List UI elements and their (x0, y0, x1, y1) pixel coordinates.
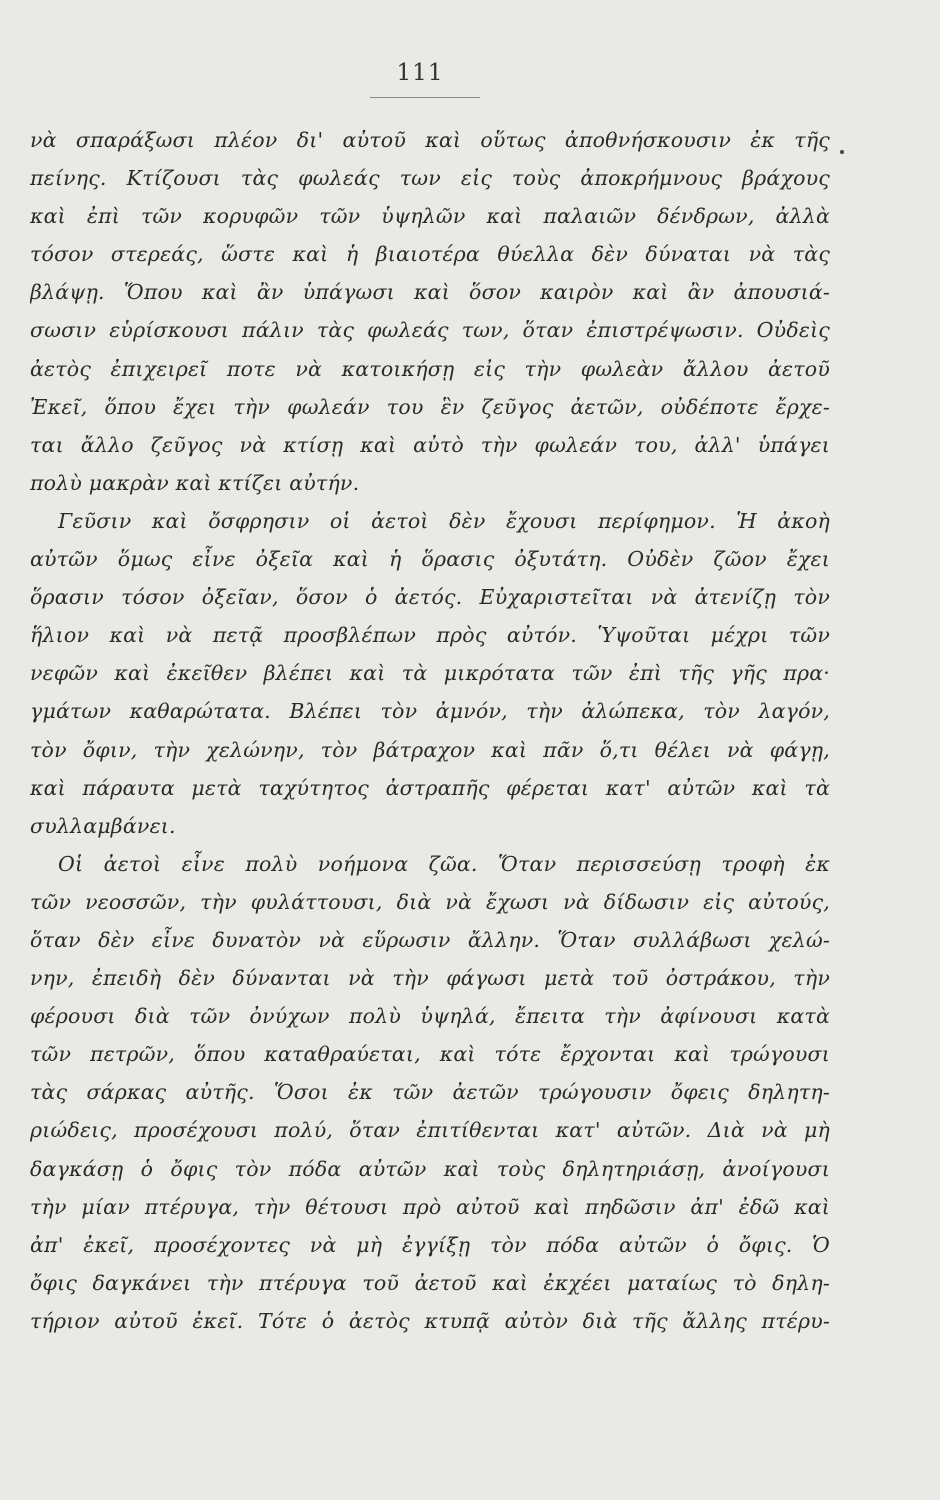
text-line: δαγκάσῃ ὁ ὄφις τὸν πόδα αὐτῶν καὶ τοὺς δηλητηριάσῃ, ἀνοίγουσι (30, 1156, 830, 1181)
page-number: 111 (396, 60, 444, 86)
text-line: νεφῶν καὶ ἐκεῖθεν βλέπει καὶ τὰ μικρότατα τῶν ἐπὶ τῆς γῆς πρα· (30, 661, 830, 686)
text-line: συλλαμβάνει. (30, 813, 176, 838)
text-line: νὰ σπαράξωσι πλέον δι' αὐτοῦ καὶ οὕτως ἀποθνήσκουσιν ἐκ τῆς (30, 128, 830, 152)
text-line: πείνης. Κτίζουσι τὰς φωλεάς των εἰς τοὺς ἀποκρήμνους βράχους (30, 166, 830, 191)
text-line: καὶ ἐπὶ τῶν κορυφῶν τῶν ὑψηλῶν καὶ παλαιῶν δένδρων, ἀλλὰ (30, 204, 830, 229)
text-line: ἀπ' ἐκεῖ, προσέχοντες νὰ μὴ ἐγγίξῃ τὸν πόδα αὐτῶν ὁ ὄφις. Ὁ (30, 1232, 830, 1257)
text-line: βλάψῃ. Ὅπου καὶ ἂν ὑπάγωσι καὶ ὅσον καιρὸν καὶ ἂν ἀπουσιά- (30, 280, 830, 305)
text-line: πολὺ μακρὰν καὶ κτίζει αὐτήν. (30, 470, 360, 495)
text-line: φέρουσι διὰ τῶν ὀνύχων πολὺ ὑψηλά, ἔπειτα τὴν ἀφίνουσι κατὰ (30, 1004, 830, 1029)
text-line: τὰς σάρκας αὐτῆς. Ὅσοι ἐκ τῶν ἀετῶν τρώγουσιν ὄφεις δηλητη- (30, 1080, 830, 1105)
text-line: ἥλιον καὶ νὰ πετᾷ προσβλέπων πρὸς αὐτόν. Ὑψοῦται μέχρι τῶν (30, 623, 830, 648)
text-line: ὅταν δὲν εἶνε δυνατὸν νὰ εὕρωσιν ἄλλην. Ὅταν συλλάβωσι χελώ- (30, 927, 830, 952)
text-line: ὄφις δαγκάνει τὴν πτέρυγα τοῦ ἀετοῦ καὶ ἐκχέει ματαίως τὸ δηλη- (30, 1270, 830, 1295)
text-line: τῶν πετρῶν, ὅπου καταθραύεται, καὶ τότε ἔρχονται καὶ τρώγουσι (30, 1042, 830, 1067)
text-line: γμάτων καθαρώτατα. Βλέπει τὸν ἀμνόν, τὴν ἀλώπεκα, τὸν λαγόν, (30, 699, 830, 724)
text-line: καὶ πάραυτα μετὰ ταχύτητος ἀστραπῆς φέρεται κατ' αὐτῶν καὶ τὰ (30, 775, 830, 800)
text-line: τῶν νεοσσῶν, τὴν φυλάττουσι, διὰ νὰ ἔχωσι νὰ δίδωσιν εἰς αὐτούς, (30, 889, 830, 914)
paper-speck (840, 150, 844, 154)
text-line: ριώδεις, προσέχουσι πολύ, ὅταν ἐπιτίθενται κατ' αὐτῶν. Διὰ νὰ μὴ (30, 1118, 830, 1143)
text-line: ἀετὸς ἐπιχειρεῖ ποτε νὰ κατοικήσῃ εἰς τὴν φωλεὰν ἄλλου ἀετοῦ (30, 356, 830, 381)
text-line: τήριον αὐτοῦ ἐκεῖ. Τότε ὁ ἀετὸς κτυπᾷ αὐτὸν διὰ τῆς ἄλλης πτέρυ- (30, 1308, 830, 1333)
text-line: αὐτῶν ὅμως εἶνε ὀξεῖα καὶ ἡ ὅρασις ὀξυτάτη. Οὐδὲν ζῶον ἔχει (30, 547, 830, 572)
text-line: ὅρασιν τόσον ὀξεῖαν, ὅσον ὁ ἀετός. Εὐχαριστεῖται νὰ ἀτενίζῃ τὸν (30, 585, 830, 610)
text-line: νην, ἐπειδὴ δὲν δύνανται νὰ τὴν φάγωσι μετὰ τοῦ ὀστράκου, τὴν (30, 966, 830, 991)
page-number-rule (370, 97, 480, 98)
text-line: τὸν ὄφιν, τὴν χελώνην, τὸν βάτραχον καὶ πᾶν ὅ,τι θέλει νὰ φάγῃ, (30, 737, 830, 762)
text-line: Ἐκεῖ, ὅπου ἔχει τὴν φωλεάν του ἓν ζεῦγος ἀετῶν, οὐδέποτε ἔρχε- (30, 394, 830, 419)
text-line: Οἱ ἀετοὶ εἶνε πολὺ νοήμονα ζῶα. Ὅταν περισσεύσῃ τροφὴ ἐκ (58, 851, 830, 876)
text-line: σωσιν εὑρίσκουσι πάλιν τὰς φωλεάς των, ὅταν ἐπιστρέψωσιν. Οὐδεὶς (30, 318, 830, 343)
text-line: ται ἄλλο ζεῦγος νὰ κτίσῃ καὶ αὐτὸ τὴν φωλεάν του, ἀλλ' ὑπάγει (30, 432, 830, 457)
text-line: τόσον στερεάς, ὥστε καὶ ἡ βιαιοτέρα θύελλα δὲν δύναται νὰ τὰς (30, 242, 830, 267)
text-line: Γεῦσιν καὶ ὄσφρησιν οἱ ἀετοὶ δὲν ἔχουσι περίφημον. Ἡ ἀκοὴ (58, 508, 830, 533)
text-line: τὴν μίαν πτέρυγα, τὴν θέτουσι πρὸ αὐτοῦ καὶ πηδῶσιν ἀπ' ἐδῶ καὶ (30, 1194, 830, 1219)
body-text (30, 121, 830, 1340)
